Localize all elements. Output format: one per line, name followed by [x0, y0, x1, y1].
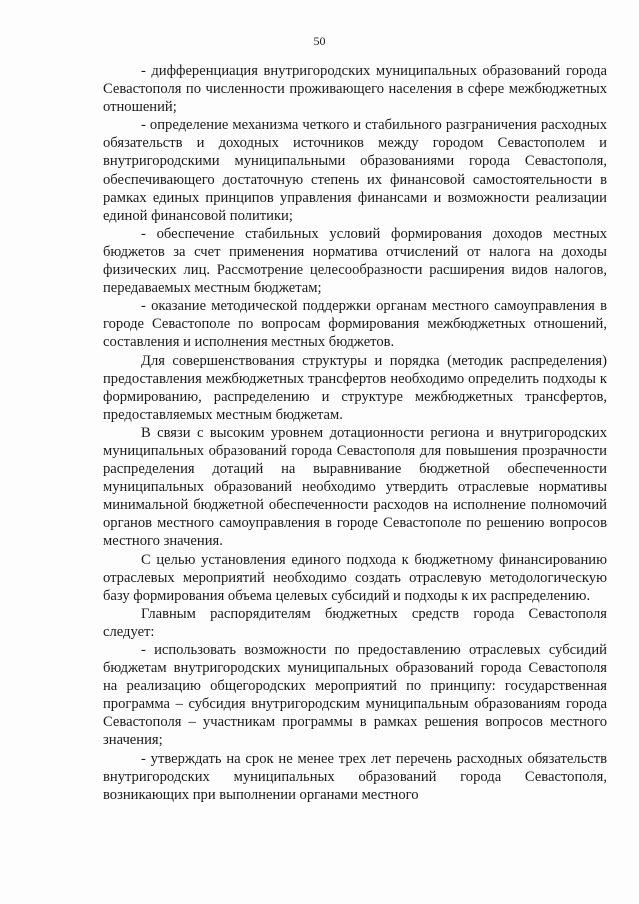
document-body [103, 62, 607, 804]
paragraph-7: С целью установления единого подхода к бюджетному финансированию отраслевых мероприятий необходимо создать отраслевую методологическую базу формирования объема целевых субсидий и подходы к их распределению. [103, 551, 607, 604]
paragraph-6: В связи с высоким уровнем дотационности региона и внутригородских муниципальных образований города Севастополя для повышения прозрачности распределения дотаций на выравнивание бюджетной обеспеченности муниципальных образований необходимо утвердить отраслевые нормативы минимальной бюджетной обеспеченности расходов на исполнение полномочий органов местного самоуправления в городе Севастополе по решению вопросов местного значения. [103, 424, 607, 550]
paragraph-3: - обеспечение стабильных условий формирования доходов местных бюджетов за счет применения норматива отчислений от налога на доходы физических лиц. Рассмотрение целесообразности расширения видов налогов, передаваемых местным бюджетам; [103, 225, 607, 297]
paragraph-2: - определение механизма четкого и стабильного разграничения расходных обязательств и доходных источников между городом Севастополем и внутригородскими муниципальными образованиями города Севастополя, обеспечивающего достаточную степень их финансовой самостоятельности в рамках единых принципов управления финансами и возможности реализации единой финансовой политики; [103, 117, 607, 224]
page-number: 50 [313, 34, 326, 48]
paragraph-5: Для совершенствования структуры и порядка (методик распределения) предоставления межбюджетных трансфертов необходимо определить подходы к формированию, распределению и структуре межбюджетных трансфертов, предоставляемых местным бюджетам. [103, 352, 607, 423]
paragraph-1: - дифференциация внутригородских муниципальных образований города Севастополя по численности проживающего населения в сфере межбюджетных отношений; [103, 63, 607, 116]
paragraph-8: Главным распорядителям бюджетных средств города Севастополя следует: [103, 605, 607, 640]
paragraph-10: - утверждать на срок не менее трех лет перечень расходных обязательств внутригородских муниципальных образований города Севастополя, возникающих при выполнении органами местного [103, 750, 607, 803]
paragraph-4: - оказание методической поддержки органам местного самоуправления в городе Севастополе по вопросам формирования межбюджетных отношений, составления и исполнения местных бюджетов. [103, 298, 607, 351]
paragraph-9: - использовать возможности по предоставлению отраслевых субсидий бюджетам внутригородских муниципальных образований города Севастополя на реализацию общегородских мероприятий по принципу: государственная программа – субсидия внутригородским муниципальным образованиям города Севастополя – участникам программы в рамках решения вопросов местного значения; [103, 642, 607, 749]
